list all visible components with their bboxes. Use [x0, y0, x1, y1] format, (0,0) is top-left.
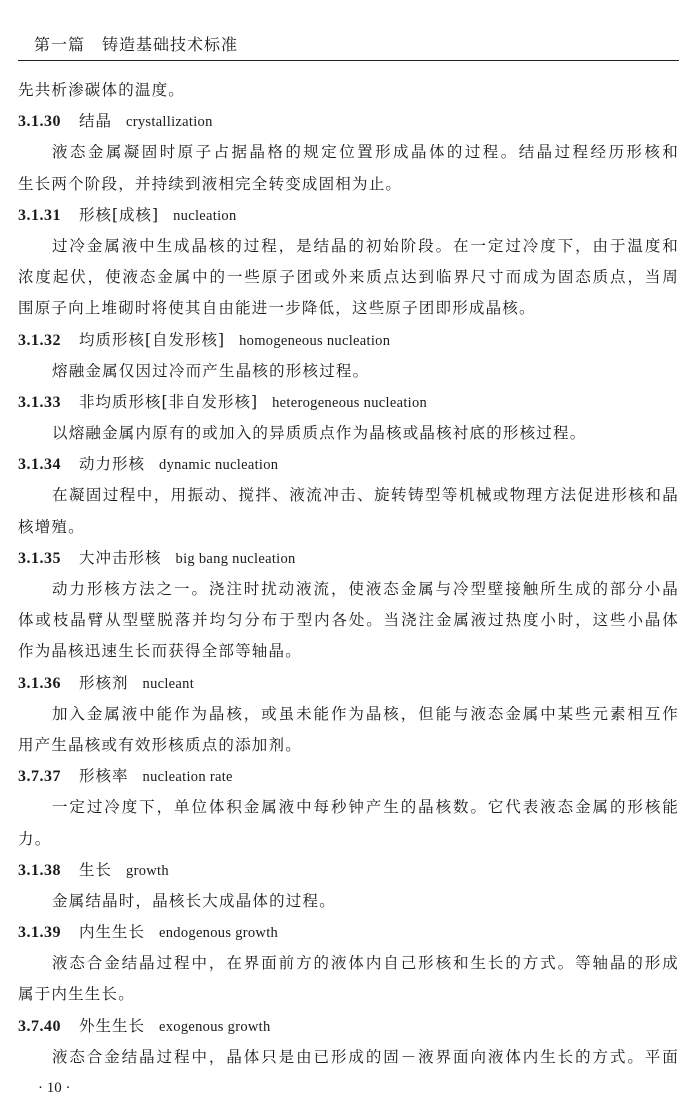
term-english: endogenous growth	[159, 925, 279, 942]
term-number: 3.1.30	[18, 113, 61, 131]
page-number: · 10 ·	[38, 1080, 71, 1096]
text-line: 体或枝晶臂从型壁脱落并均匀分布于型内各处。当浇注金属液过热度小时，这些小晶体	[18, 611, 679, 630]
term-heading	[18, 543, 679, 574]
text-line: 液态合金结晶过程中，在界面前方的液体内自己形核和生长的方式。等轴晶的形成	[52, 954, 679, 973]
term-heading	[18, 106, 679, 137]
term-number: 3.7.37	[18, 768, 61, 786]
term-heading	[18, 917, 679, 948]
page-body	[18, 75, 679, 1073]
text-line: 金属结晶时，晶核长大成晶体的过程。	[52, 891, 336, 910]
term-number: 3.1.39	[18, 924, 61, 942]
term-english: crystallization	[126, 114, 213, 131]
header-title: 第一篇 铸造基础技术标准	[34, 35, 239, 54]
text-line: 以熔融金属内原有的或加入的异质质点作为晶核或晶核衬底的形核过程。	[52, 424, 587, 443]
term-heading	[18, 200, 679, 231]
term-chinese: 非均质形核[非自发形核]	[79, 392, 259, 411]
text-line: 一定过冷度下，单位体积金属液中每秒钟产生的晶核数。它代表液态金属的形核能	[52, 798, 679, 817]
text-line: 熔融金属仅因过冷而产生晶核的形核过程。	[52, 361, 370, 380]
term-number: 3.1.33	[18, 393, 61, 411]
term-number: 3.1.38	[18, 861, 61, 879]
text-line: 加入金属液中能作为晶核，或虽未能作为晶核，但能与液态金属中某些元素相互作	[52, 704, 679, 723]
text-line: 用产生晶核或有效形核质点的添加剂。	[18, 735, 302, 754]
text-line: 生长两个阶段，并持续到液相完全转变成固相为止。	[18, 174, 403, 193]
text-line: 液态金属凝固时原子占据晶格的规定位置形成晶体的过程。结晶过程经历形核和	[52, 143, 679, 162]
term-chinese: 形核[成核]	[79, 205, 160, 224]
page-header	[18, 30, 679, 61]
term-heading	[18, 1011, 679, 1042]
term-number: 3.1.32	[18, 331, 61, 349]
text-line: 动力形核方法之一。浇注时扰动液流，使液态金属与冷型壁接触所生成的部分小晶	[52, 580, 679, 598]
term-english: heterogeneous nucleation	[272, 394, 428, 411]
term-chinese: 动力形核	[79, 455, 146, 474]
term-english: nucleant	[142, 675, 195, 692]
text-line: 先共析渗碳体的温度。	[18, 81, 186, 99]
term-chinese: 内生生长	[79, 923, 146, 942]
text-line: 在凝固过程中，用振动、搅拌、液流冲击、旋转铸型等机械或物理方法促进形核和晶	[52, 486, 679, 505]
term-chinese: 均质形核[自发形核]	[79, 330, 226, 349]
term-chinese: 大冲击形核	[79, 548, 162, 567]
text-line: 力。	[18, 829, 52, 848]
term-heading	[18, 387, 679, 418]
term-chinese: 结晶	[79, 112, 113, 131]
term-chinese: 生长	[79, 860, 113, 879]
term-english: big bang nucleation	[175, 550, 296, 567]
text-line: 作为晶核迅速生长而获得全部等轴晶。	[18, 642, 302, 661]
term-heading	[18, 449, 679, 480]
term-heading	[18, 761, 679, 792]
text-line: 核增殖。	[18, 517, 85, 536]
term-english: exogenous growth	[159, 1018, 271, 1035]
term-heading	[18, 325, 679, 356]
text-line: 过冷金属液中生成晶核的过程，是结晶的初始阶段。在一定过冷度下，由于温度和	[52, 236, 679, 255]
text-line: 浓度起伏，使液态金属中的一些原子团或外来质点达到临界尺寸而成为固态质点，当周	[18, 268, 679, 287]
term-heading	[18, 855, 679, 886]
term-english: nucleation rate	[142, 769, 233, 786]
term-number: 3.1.35	[18, 549, 61, 567]
term-chinese: 形核剂	[79, 673, 129, 692]
text-line: 属于内生生长。	[18, 985, 135, 1004]
term-number: 3.1.31	[18, 206, 61, 224]
term-number: 3.1.34	[18, 456, 61, 474]
text-line: 液态合金结晶过程中，晶体只是由已形成的固－液界面向液体内生长的方式。平面	[52, 1047, 679, 1066]
term-number: 3.7.40	[18, 1017, 61, 1035]
term-chinese: 外生生长	[79, 1016, 146, 1035]
term-english: dynamic nucleation	[159, 457, 279, 474]
term-english: nucleation	[173, 207, 237, 224]
text-line: 围原子向上堆砌时将使其自由能进一步降低，这些原子团即形成晶核。	[18, 299, 536, 318]
term-heading	[18, 668, 679, 699]
term-english: homogeneous nucleation	[239, 332, 391, 349]
term-chinese: 形核率	[79, 767, 129, 786]
term-english: growth	[126, 862, 169, 879]
term-number: 3.1.36	[18, 674, 61, 692]
